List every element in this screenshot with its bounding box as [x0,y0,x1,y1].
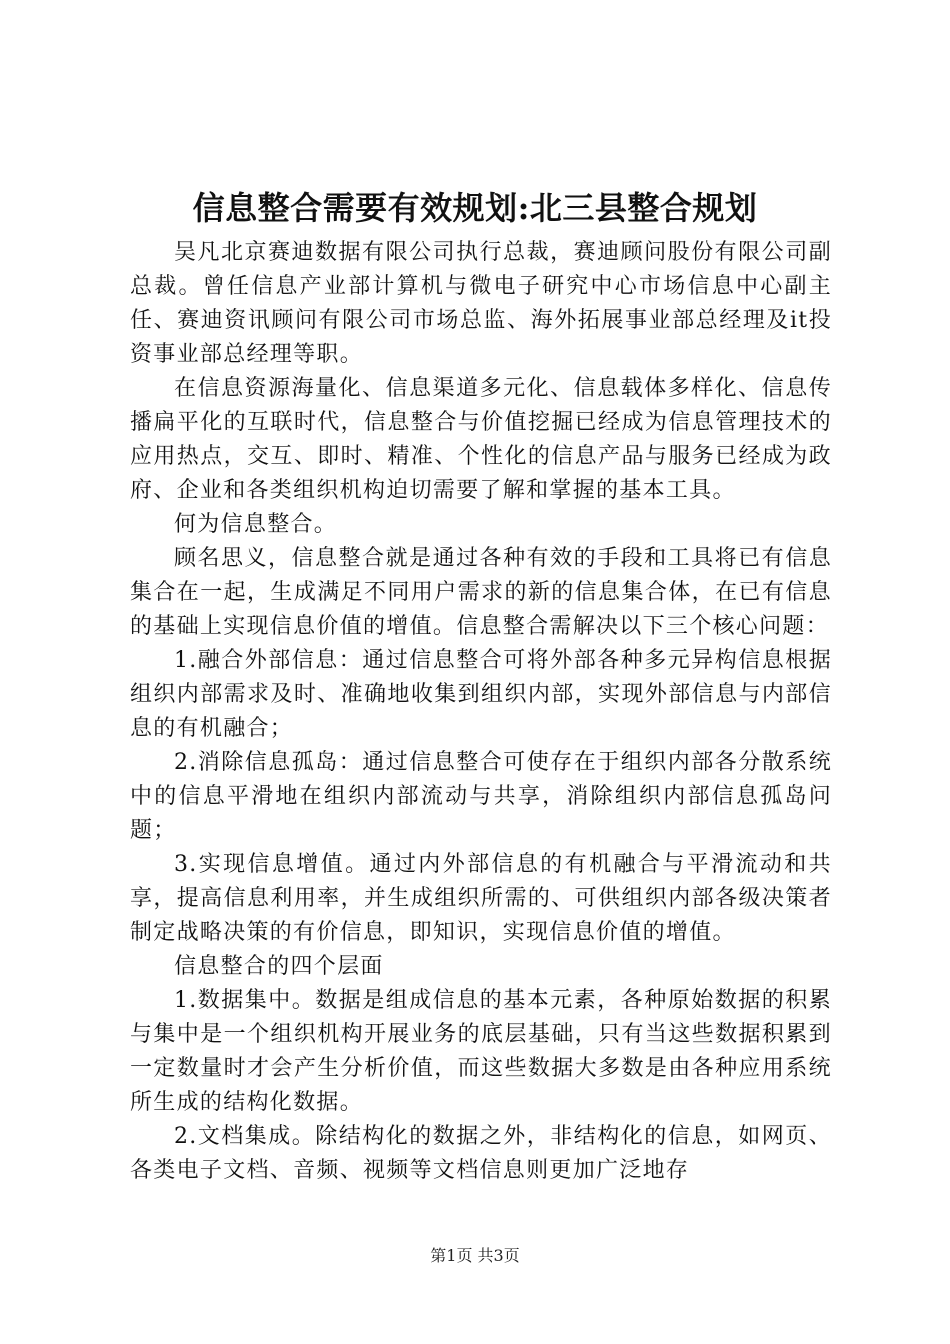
paragraph-point-3: 3.实现信息增值。通过内外部信息的有机融合与平滑流动和共享，提高信息利用率，并生成组织所需的、可供组织内部各级决策者制定战略决策的有价信息，即知识，实现信息价值的增值。 [130,852,832,945]
paragraph-question: 何为信息整合。 [174,512,338,537]
paragraph-section-heading: 信息整合的四个层面 [174,954,384,979]
paragraph-intro: 在信息资源海量化、信息渠道多元化、信息载体多样化、信息传播扁平化的互联时代，信息整合与价值挖掘已经成为信息管理技术的应用热点，交互、即时、精准、个性化的信息产品与服务已经成为政府、企业和各类组织机构迫切需要了解和掌握的基本工具。 [130,376,832,503]
paragraph-author-bio: 吴凡北京赛迪数据有限公司执行总裁，赛迪顾问股份有限公司副总裁。曾任信息产业部计算机与微电子研究中心市场信息中心副主任、赛迪资讯顾问有限公司市场总监、海外拓展事业部总经理及it投资事业部总经理等职。 [130,240,832,367]
paragraph-level-1: 1.数据集中。数据是组成信息的基本元素，各种原始数据的积累与集中是一个组织机构开展业务的底层基础，只有当这些数据积累到一定数量时才会产生分析价值，而这些数据大多数是由各种应用系统所生成的结构化数据。 [130,988,832,1115]
paragraph-definition: 顾名思义，信息整合就是通过各种有效的手段和工具将已有信息集合在一起，生成满足不同用户需求的新的信息集合体，在已有信息的基础上实现信息价值的增值。信息整合需解决以下三个核心问题： [130,546,832,639]
paragraph-point-1: 1.融合外部信息：通过信息整合可将外部各种多元异构信息根据组织内部需求及时、准确地收集到组织内部，实现外部信息与内部信息的有机融合； [130,648,832,741]
paragraph-level-2: 2.文档集成。除结构化的数据之外，非结构化的信息，如网页、各类电子文档、音频、视频等文档信息则更加广泛地存 [130,1124,832,1183]
document-body [130,236,832,1188]
page-number-footer: 第1页 共3页 [430,1246,520,1265]
paragraph-point-2: 2.消除信息孤岛：通过信息整合可使存在于组织内部各分散系统中的信息平滑地在组织内部流动与共享，消除组织内部信息孤岛问题； [130,750,832,843]
document-title: 信息整合需要有效规划:北三县整合规划 [192,189,758,227]
